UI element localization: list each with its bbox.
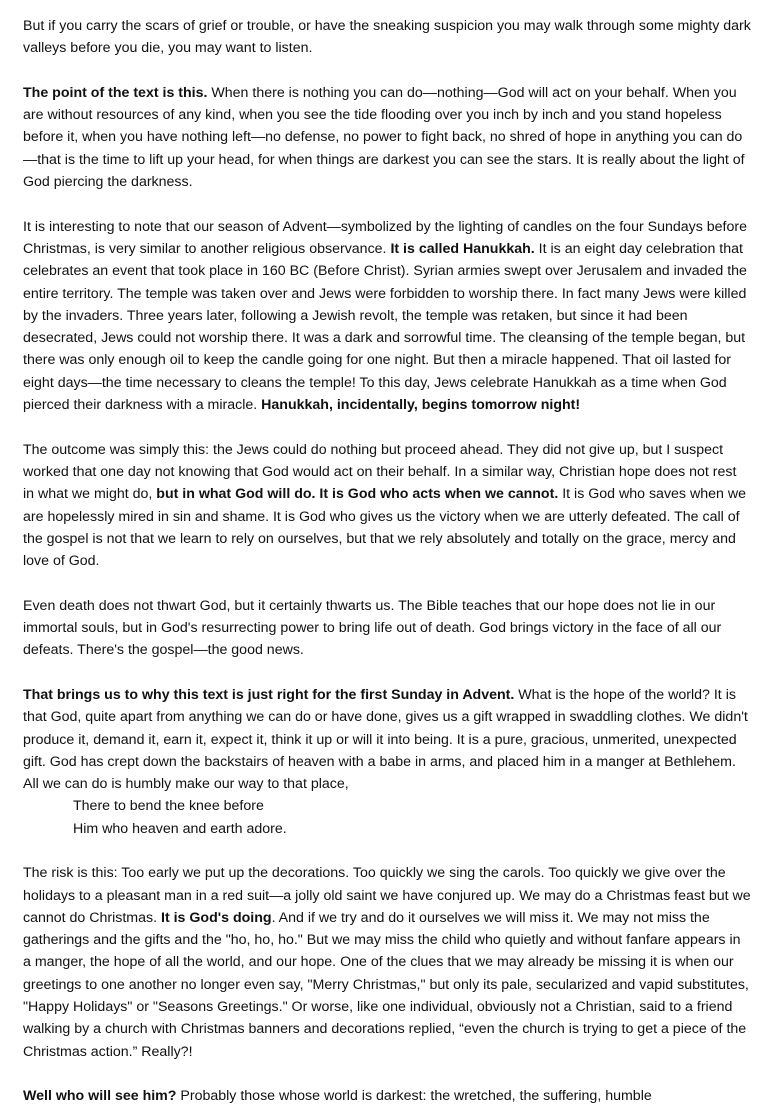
paragraph-5	[23, 595, 751, 662]
verse-line-2: Him who heaven and earth adore.	[73, 820, 287, 837]
text-run: . And if we try and do it ourselves we will miss it. We may not miss the gatherings and the gifts and the "ho, ho, ho." But we may miss the child who quietly and without fanfare appears in a manger, the hope of all the world, and our hope. One of the clues that we may already be missing it is when our greetings to one another no longer even say, "Merry Christmas," but only its pale, secularized and vapid substitutes, "Happy Holidays" or "Seasons Greetings." Or worse, like one individual, obviously not a Christian, said to a friend walking by a church with Christmas banners and decorations replied, “even the church is trying to get a piece of the Christmas action.” Really?!	[23, 909, 749, 1060]
paragraph-6	[23, 684, 751, 795]
paragraph-8	[23, 1085, 751, 1107]
text-run: It is an eight day celebration that celebrates an event that took place in 160 BC (Before Christ). Syrian armies swept over Jerusalem and invaded the entire territory. The temple was taken over and Jews were forbidden to worship there. In fact many Jews were killed by the invaders. Three years later, following a Jewish revolt, the temple was retaken, but since it had been desecrated, Jews could not worship there. It was a dark and sorrowful time. The cleansing of the temple began, but there was only enough oil to keep the candle going for one night. But then a miracle happened. That oil lasted for eight days—the time necessary to cleans the temple! To this day, Jews celebrate Hanukkah as a time when God pierced their darkness with a miracle.	[23, 240, 747, 414]
text-run: What is the hope of the world? It is that God, quite apart from anything we can do or have done, gives us a gift wrapped in swaddling clothes. We didn't produce it, demand it, earn it, expect it, think it up or will it into being. It is a pure, gracious, unmerited, unexpected gift. God has crept down the backstairs of heaven with a babe in arms, and placed him in a manger at Bethlehem. All we can do is humbly make our way to that place,	[23, 686, 748, 793]
bold-text-run: but in what God will do. It is God who acts when we cannot.	[156, 486, 559, 503]
bold-text-run: That brings us to why this text is just right for the first Sunday in Advent.	[23, 686, 515, 703]
bold-text-run: Hanukkah, incidentally, begins tomorrow night!	[261, 397, 581, 414]
text-run: Even death does not thwart God, but it certainly thwarts us. The Bible teaches that our hope does not lie in our immortal souls, but in God's resurrecting power to bring life out of death. God brings victory in the face of all our defeats. There's the gospel—the good news.	[23, 597, 722, 659]
paragraph-3	[23, 216, 751, 417]
bold-text-run: It is called Hanukkah.	[390, 240, 535, 257]
bold-text-run: It is God's doing	[161, 909, 272, 926]
verse-line-1: There to bend the knee before	[73, 798, 264, 815]
paragraph-spacer	[23, 840, 751, 862]
text-run: It is interesting to note that our season of Advent—symbolized by the lighting of candles on the four Sundays before Christmas, is very similar to another religious observance.	[23, 218, 748, 257]
text-run: But if you carry the scars of grief or trouble, or have the sneaking suspicion you may walk through some mighty dark valleys before you die, you may want to listen.	[23, 18, 751, 57]
hymn-verse	[23, 795, 751, 840]
bold-text-run: Well who will see him?	[23, 1088, 177, 1105]
paragraph-2	[23, 82, 751, 193]
text-run: When there is nothing you can do—nothing—God will act on your behalf. When you are without resources of any kind, when you see the tide flooding over you inch by inch and you stand hopeless before it, when you have nothing left—no defense, no power to fight back, no shred of hope in anything you can do—that is the time to lift up your head, for when things are darkest you can see the stars. It is really about the light of God piercing the darkness.	[23, 84, 745, 191]
text-run: The risk is this: Too early we put up the decorations. Too quickly we sing the carols. Too quickly we give over the holidays to a pleasant man in a red suit—a jolly old saint we have conjured up. We may do a Christmas feast but we cannot do Christmas.	[23, 865, 751, 926]
paragraph-1	[23, 15, 751, 60]
text-run: It is God who saves when we are hopelessly mired in sin and shame. It is God who gives us the victory when we are utterly defeated. The call of the gospel is not that we learn to rely on ourselves, but that we rely absolutely and totally on the grace, mercy and love of God.	[23, 486, 746, 570]
paragraph-7	[23, 862, 751, 1063]
paragraph-4	[23, 439, 751, 573]
bold-text-run: The point of the text is this.	[23, 84, 208, 101]
text-run: Probably those whose world is darkest: the wretched, the suffering, humble	[176, 1088, 652, 1105]
text-run: The outcome was simply this: the Jews could do nothing but proceed ahead. They did not give up, but I suspect worked that one day not knowing that God would act on their behalf. In a similar way, Christian hope does not rest in what we might do,	[23, 441, 737, 503]
